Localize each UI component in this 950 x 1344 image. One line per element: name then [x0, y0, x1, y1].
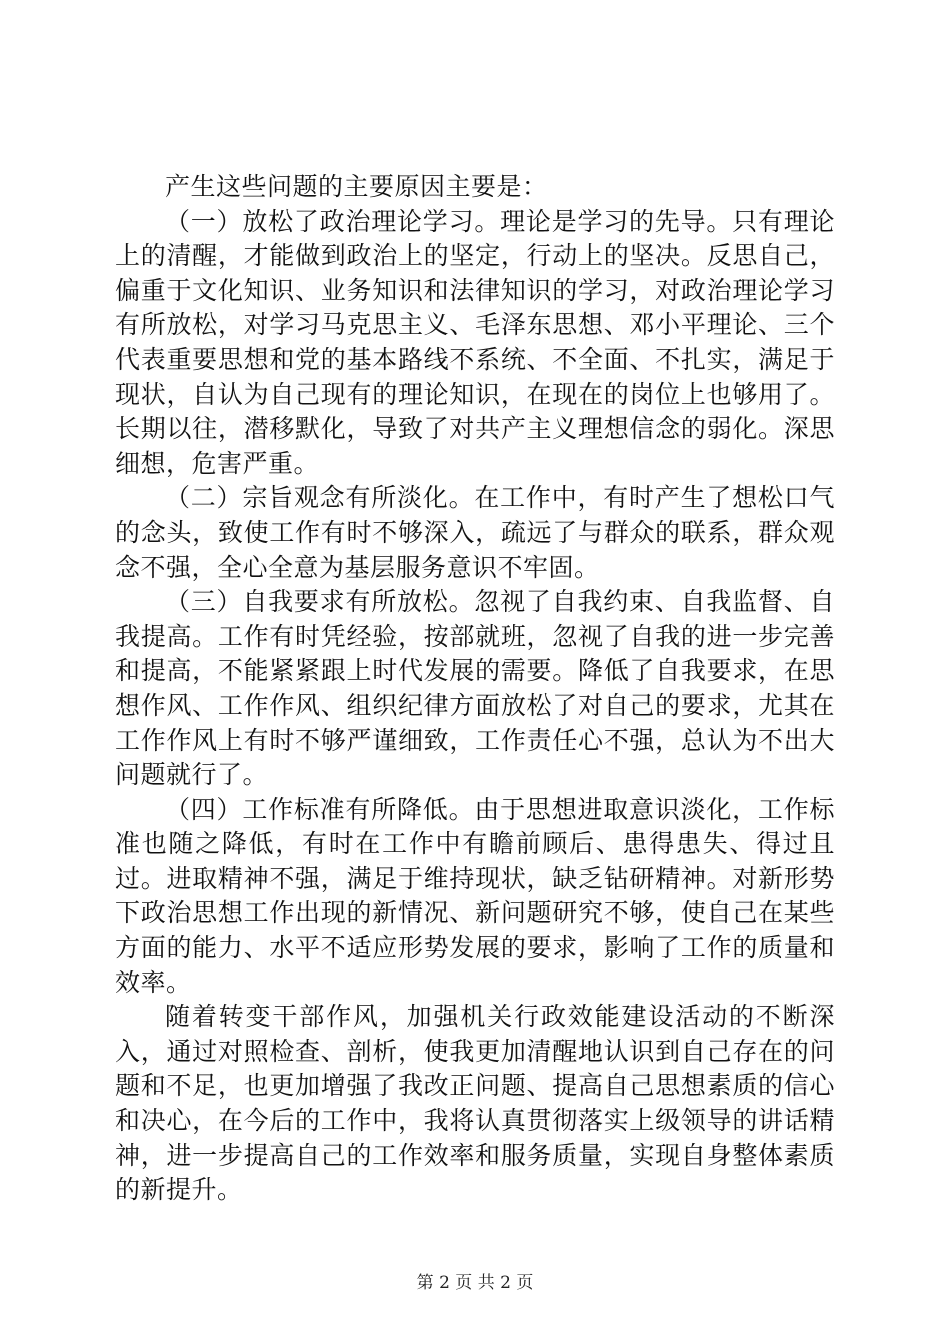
paragraph-reason-1: （一）放松了政治理论学习。理论是学习的先导。只有理论上的清醒，才能做到政治上的坚定，行动上的坚决。反思自己，偏重于文化知识、业务知识和法律知识的学习，对政治理论学习有所放松，对学习马克思主义、毛泽东思想、邓小平理论、三个代表重要思想和党的基本路线不系统、不全面、不扎实，满足于现状，自认为自己现有的理论知识，在现在的岗位上也够用了。长期以往，潜移默化，导致了对共产主义理想信念的弱化。深思细想，危害严重。	[115, 206, 835, 478]
paragraph-intro: 产生这些问题的主要原因主要是：	[165, 172, 548, 201]
paragraph-reason-3: （三）自我要求有所放松。忽视了自我约束、自我监督、自我提高。工作有时凭经验，按部就班，忽视了自我的进一步完善和提高，不能紧紧跟上时代发展的需要。降低了自我要求，在思想作风、工作作风、组织纪律方面放松了对自己的要求，尤其在工作作风上有时不够严谨细致，工作责任心不强，总认为不出大问题就行了。	[115, 587, 835, 790]
paragraph-conclusion: 随着转变干部作风，加强机关行政效能建设活动的不断深入，通过对照检查、剖析，使我更加清醒地认识到自己存在的问题和不足，也更加增强了我改正问题、提高自己思想素质的信心和决心，在今后的工作中，我将认真贯彻落实上级领导的讲话精神，进一步提高自己的工作效率和服务质量，实现自身整体素质的新提升。	[115, 1002, 835, 1205]
page-number-footer: 第 2 页 共 2 页	[416, 1273, 534, 1293]
paragraph-reason-4: （四）工作标准有所降低。由于思想进取意识淡化，工作标准也随之降低，有时在工作中有瞻前顾后、患得患失、得过且过。进取精神不强，满足于维持现状，缺乏钻研精神。对新形势下政治思想工作出现的新情况、新问题研究不够，使自己在某些方面的能力、水平不适应形势发展的要求，影响了工作的质量和效率。	[115, 794, 835, 997]
paragraph-reason-2: （二）宗旨观念有所淡化。在工作中，有时产生了想松口气的念头，致使工作有时不够深入，疏远了与群众的联系，群众观念不强，全心全意为基层服务意识不牢固。	[115, 483, 835, 582]
document-body	[115, 170, 835, 1208]
